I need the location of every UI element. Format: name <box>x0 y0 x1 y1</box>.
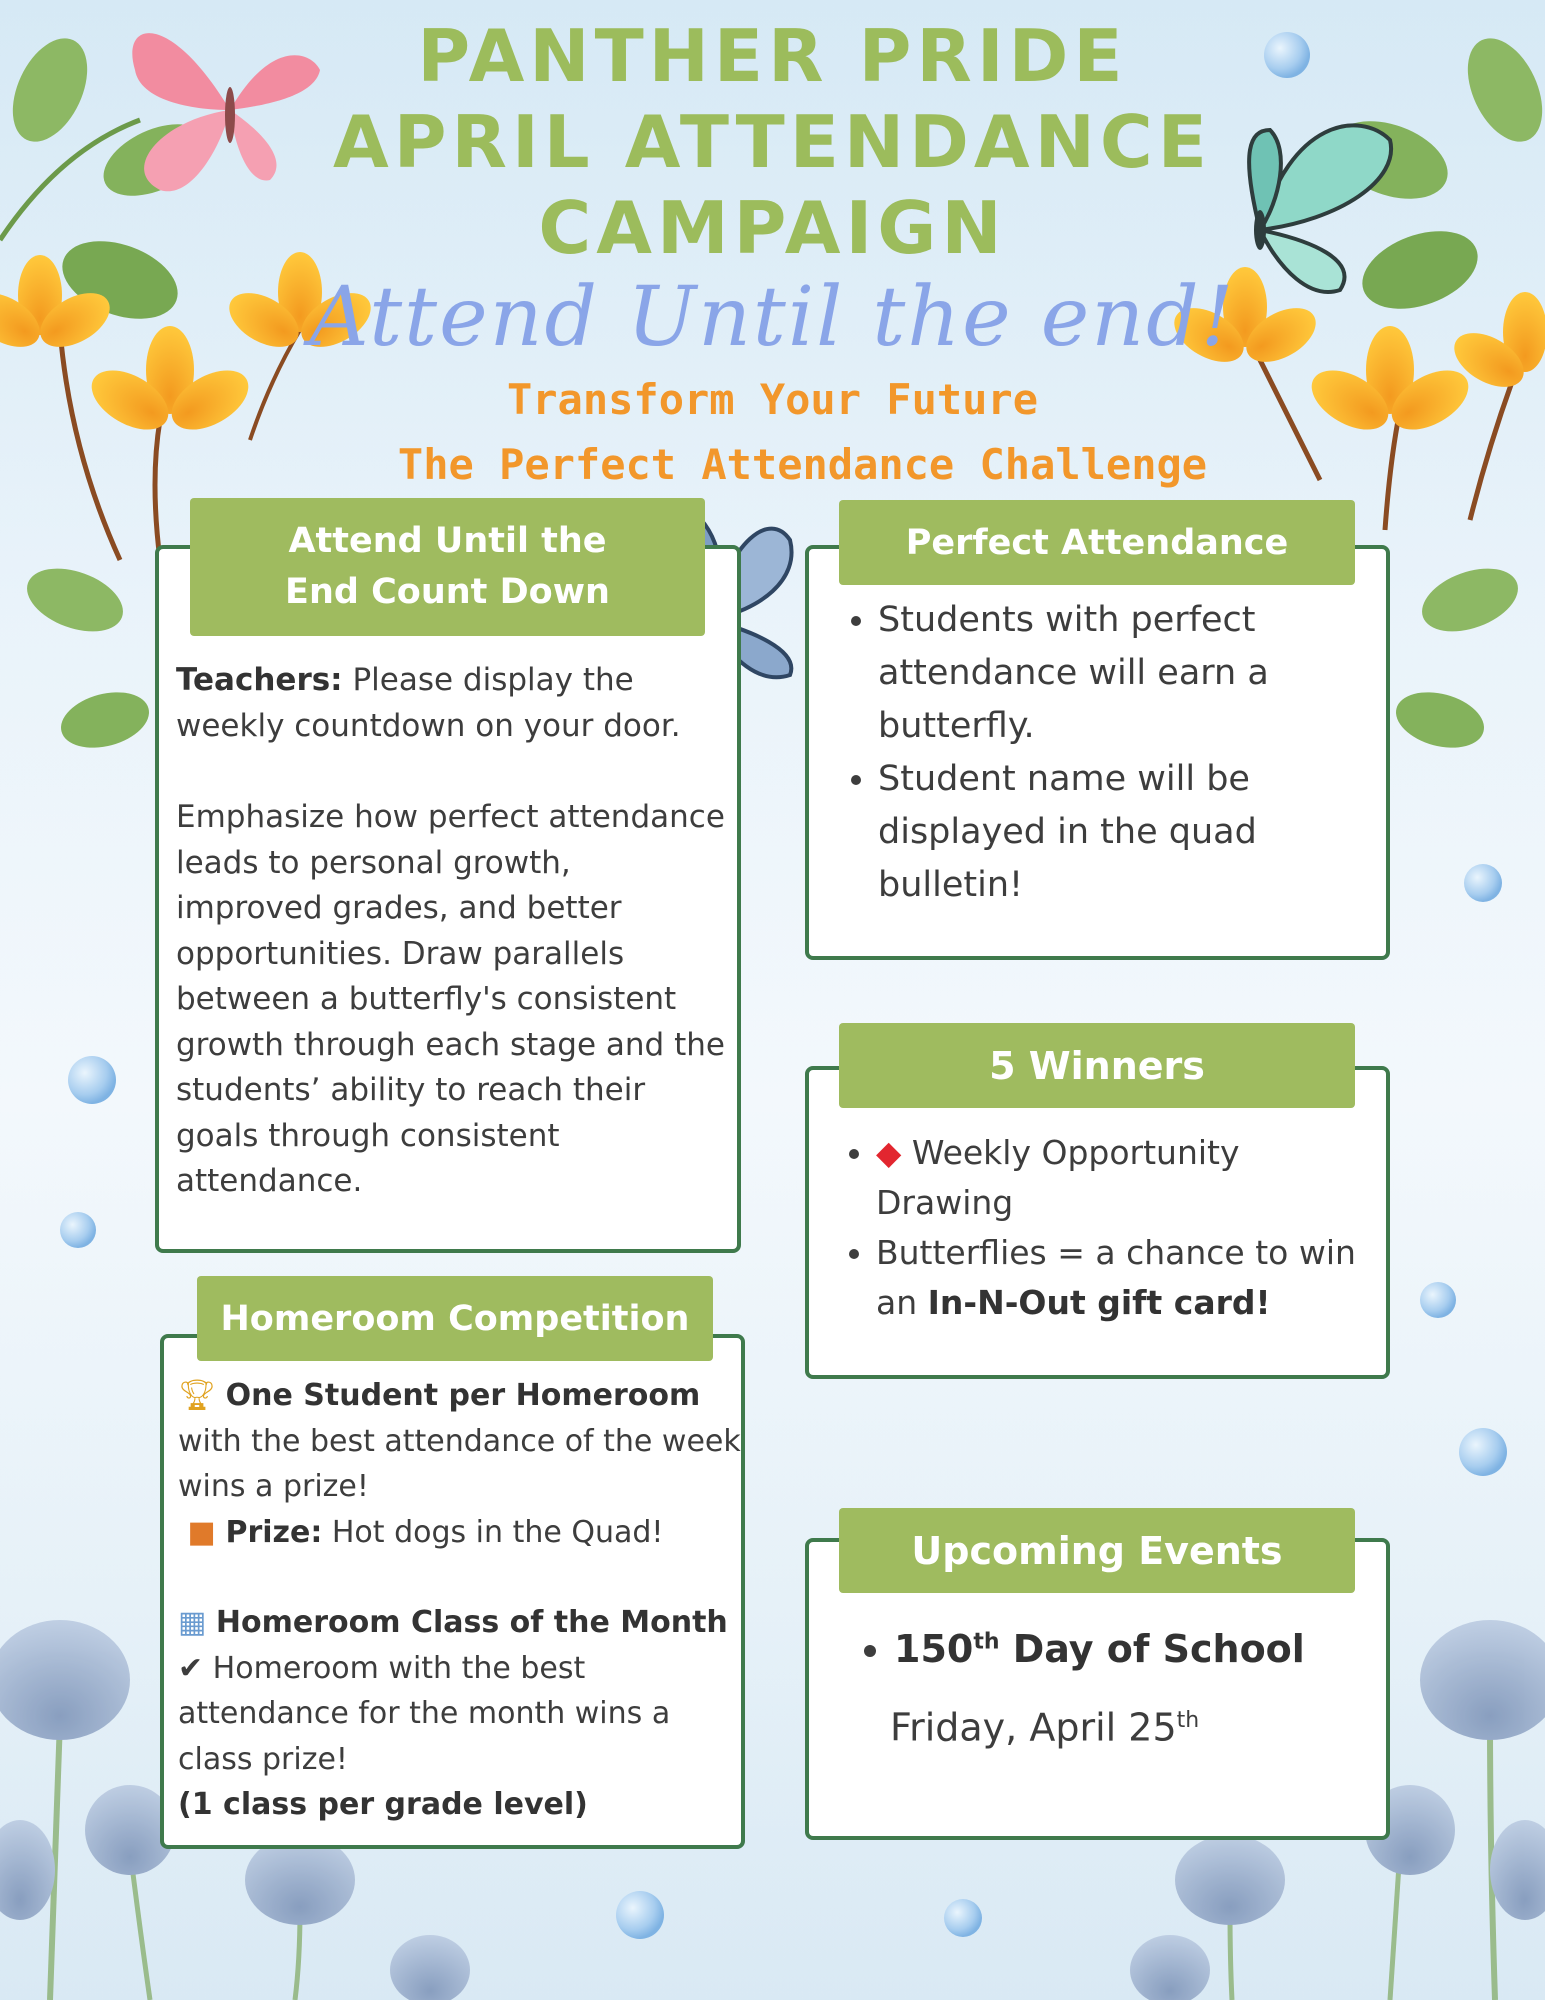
event-name: Day of School <box>999 1626 1305 1671</box>
winners-heading: 5 Winners <box>839 1023 1355 1108</box>
countdown-heading <box>190 498 705 636</box>
winners-item-2-text: Butterflies = a chance to win an <box>876 1233 1356 1322</box>
list-item <box>894 1612 1370 1679</box>
events-list <box>850 1612 1370 1679</box>
class-of-month-label: Homeroom Class of the Month <box>215 1605 728 1640</box>
trophy-icon: 🏆︎ <box>178 1378 217 1413</box>
list-item: • Student name will be displayed in the quad bulletin! <box>878 753 1362 912</box>
countdown-paragraph: Emphasize how perfect attendance leads to personal growth, improved grades, and better opportunities. Draw parallels between a butterfly's consistent growth through each stage and the students’ ability to reach their goals through consistent attendance. <box>176 799 725 1199</box>
class-note <box>178 1600 743 1782</box>
check-mark-icon: ✔ <box>178 1650 204 1686</box>
prize-note <box>178 1510 743 1556</box>
winners-text <box>830 1128 1370 1328</box>
perfect-attendance-list <box>832 594 1362 912</box>
in-n-out-prize: In-N-Out gift card! <box>927 1283 1271 1322</box>
perfect-attendance-heading: Perfect Attendance <box>839 500 1355 585</box>
event-date-text: Friday, April 25 <box>890 1705 1177 1750</box>
winners-list <box>830 1128 1370 1328</box>
list-item <box>876 1228 1370 1328</box>
school-building-icon: ▦ <box>178 1605 207 1640</box>
teachers-text: Please display the weekly countdown on your door. <box>176 662 681 744</box>
event-date-suffix: th <box>1176 1707 1200 1733</box>
grade-level-text: (1 class per grade level) <box>178 1787 588 1822</box>
countdown-heading-line1: Attend Until the <box>288 521 607 562</box>
homeroom-heading: Homeroom Competition <box>197 1276 713 1361</box>
grade-level-note <box>178 1782 743 1828</box>
perfect-attendance-text <box>832 594 1362 912</box>
ticket-icon: ◆ <box>876 1133 902 1172</box>
events-text <box>850 1612 1370 1757</box>
tagline: Attend Until the end! <box>309 270 1236 365</box>
countdown-text <box>176 658 726 1205</box>
title-line-2: APRIL ATTENDANCE <box>333 100 1212 184</box>
teachers-note <box>176 658 726 749</box>
title-line-3: CAMPAIGN <box>538 186 1007 270</box>
subtitle-challenge: The Perfect Attendance Challenge <box>397 440 1208 489</box>
prize-text: Hot dogs in the Quad! <box>322 1514 664 1550</box>
event-day <box>894 1627 1305 1671</box>
winners-item-1: Weekly Opportunity Drawing <box>876 1133 1240 1222</box>
gift-icon: ■ <box>187 1514 216 1550</box>
one-student-label: One Student per Homeroom <box>225 1378 701 1413</box>
class-text: Homeroom with the best attendance for the month wins a class prize! <box>178 1650 671 1777</box>
list-item: • Students with perfect attendance will earn a butterfly. <box>878 594 1362 753</box>
event-suffix: th <box>973 1629 1000 1654</box>
countdown-heading-line2: End Count Down <box>285 572 610 612</box>
title-line-1: PANTHER PRIDE <box>417 14 1128 98</box>
event-date <box>890 1691 1370 1758</box>
event-number: 150 <box>894 1626 974 1671</box>
prize-label: Prize: <box>225 1514 323 1550</box>
trophy-text: with the best attendance of the week wins a prize! <box>178 1423 741 1504</box>
homeroom-text <box>178 1373 743 1828</box>
teachers-label: Teachers: <box>176 662 343 698</box>
events-heading: Upcoming Events <box>839 1508 1355 1593</box>
trophy-note <box>178 1373 743 1510</box>
list-item <box>876 1128 1370 1228</box>
subtitle-transform: Transform Your Future <box>506 375 1038 424</box>
